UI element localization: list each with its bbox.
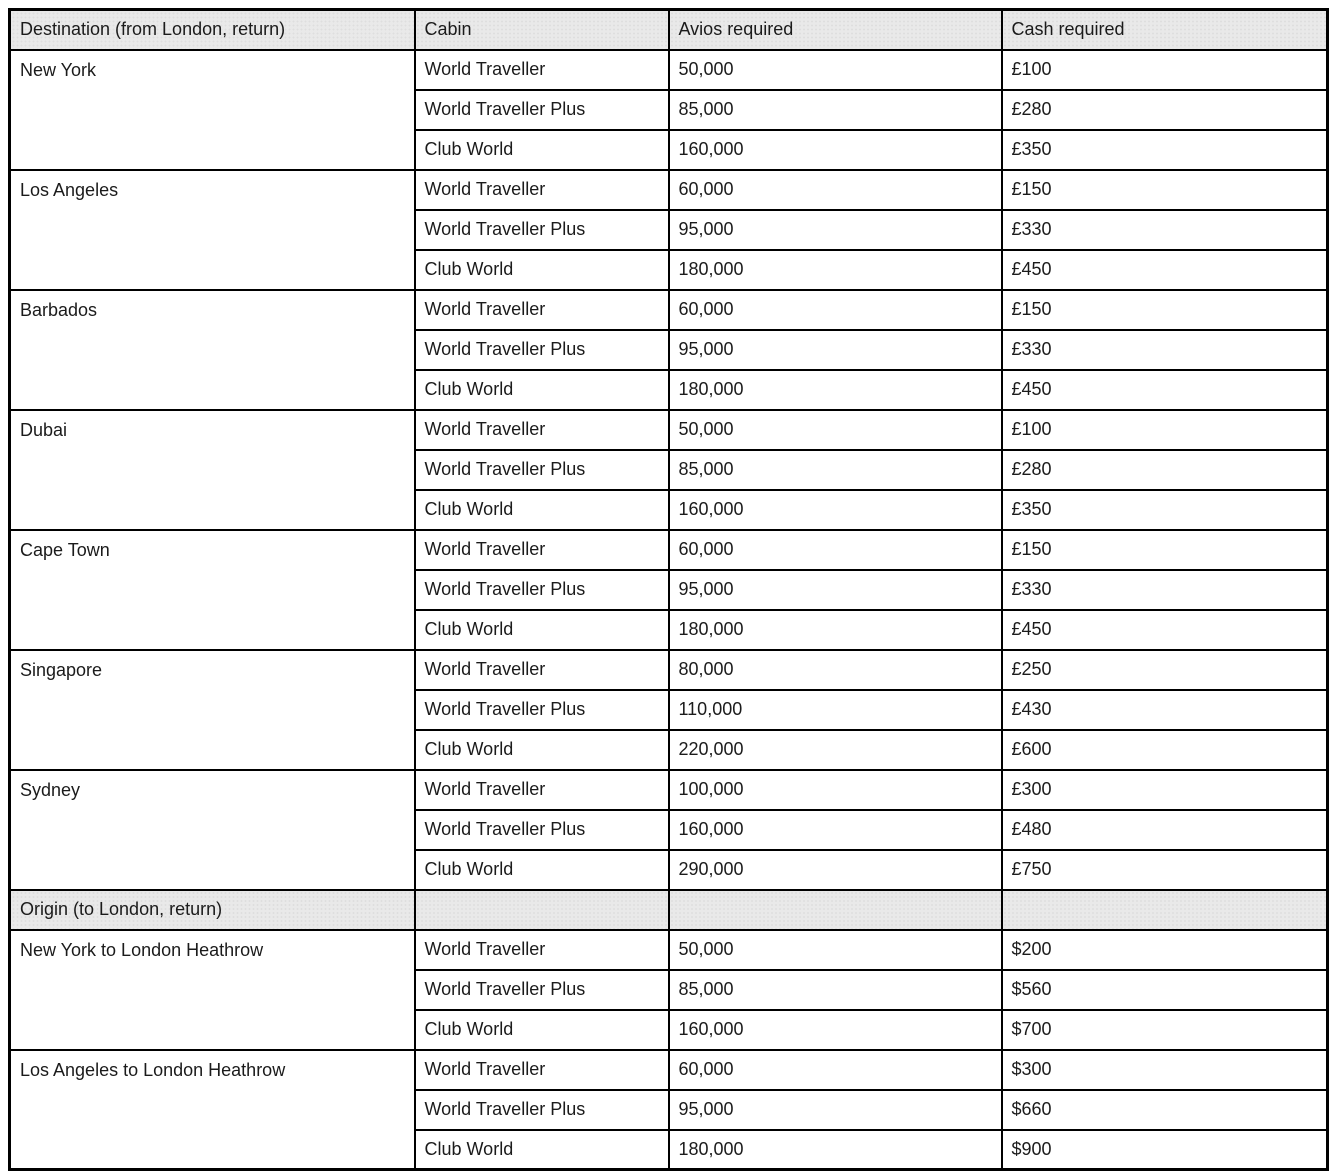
- avios-cell: 50,000: [669, 50, 1002, 90]
- cash-cell: £280: [1002, 450, 1328, 490]
- cash-cell: £450: [1002, 610, 1328, 650]
- cabin-cell: Club World: [415, 130, 669, 170]
- cash-cell: £330: [1002, 330, 1328, 370]
- cash-cell: £600: [1002, 730, 1328, 770]
- cabin-cell: World Traveller: [415, 50, 669, 90]
- table-row: [10, 170, 1328, 210]
- destination-cell: Cape Town: [10, 530, 415, 650]
- avios-cell: 50,000: [669, 410, 1002, 450]
- avios-cell: 110,000: [669, 690, 1002, 730]
- section-empty-cell: [415, 890, 669, 930]
- cabin-cell: World Traveller Plus: [415, 90, 669, 130]
- cabin-cell: World Traveller: [415, 170, 669, 210]
- destination-cell: Singapore: [10, 650, 415, 770]
- avios-cell: 180,000: [669, 610, 1002, 650]
- avios-cell: 85,000: [669, 970, 1002, 1010]
- cabin-cell: World Traveller Plus: [415, 570, 669, 610]
- cabin-cell: World Traveller: [415, 930, 669, 970]
- avios-cell: 160,000: [669, 810, 1002, 850]
- cash-cell: $560: [1002, 970, 1328, 1010]
- header-avios-required: Avios required: [669, 10, 1002, 50]
- cash-cell: £250: [1002, 650, 1328, 690]
- cabin-cell: Club World: [415, 490, 669, 530]
- avios-cell: 85,000: [669, 90, 1002, 130]
- cash-cell: $900: [1002, 1130, 1328, 1170]
- cabin-cell: World Traveller: [415, 1050, 669, 1090]
- cabin-cell: World Traveller Plus: [415, 1090, 669, 1130]
- destination-cell: Barbados: [10, 290, 415, 410]
- avios-cell: 290,000: [669, 850, 1002, 890]
- avios-cell: 95,000: [669, 570, 1002, 610]
- cabin-cell: World Traveller Plus: [415, 970, 669, 1010]
- cash-cell: £280: [1002, 90, 1328, 130]
- avios-cell: 180,000: [669, 1130, 1002, 1170]
- destination-cell: Los Angeles to London Heathrow: [10, 1050, 415, 1170]
- cash-cell: £480: [1002, 810, 1328, 850]
- table-header: [10, 10, 1328, 50]
- cash-cell: £150: [1002, 170, 1328, 210]
- cash-cell: £330: [1002, 570, 1328, 610]
- destination-cell: Dubai: [10, 410, 415, 530]
- table-row: [10, 50, 1328, 90]
- avios-cell: 95,000: [669, 210, 1002, 250]
- destination-cell: Sydney: [10, 770, 415, 890]
- cabin-cell: World Traveller: [415, 290, 669, 330]
- cash-cell: £750: [1002, 850, 1328, 890]
- section-header-row: [10, 890, 1328, 930]
- avios-cell: 60,000: [669, 530, 1002, 570]
- cash-cell: $200: [1002, 930, 1328, 970]
- table-row: [10, 290, 1328, 330]
- cabin-cell: World Traveller Plus: [415, 450, 669, 490]
- cash-cell: $300: [1002, 1050, 1328, 1090]
- header-cash-required: Cash required: [1002, 10, 1328, 50]
- cash-cell: £150: [1002, 530, 1328, 570]
- cabin-cell: World Traveller: [415, 410, 669, 450]
- table-row: [10, 530, 1328, 570]
- table-row: [10, 1050, 1328, 1090]
- cash-cell: £350: [1002, 130, 1328, 170]
- avios-cell: 220,000: [669, 730, 1002, 770]
- avios-cell: 95,000: [669, 330, 1002, 370]
- destination-cell: Los Angeles: [10, 170, 415, 290]
- destination-cell: New York: [10, 50, 415, 170]
- cabin-cell: Club World: [415, 250, 669, 290]
- avios-cell: 95,000: [669, 1090, 1002, 1130]
- table-body: [10, 50, 1328, 1170]
- avios-cell: 85,000: [669, 450, 1002, 490]
- cabin-cell: World Traveller: [415, 650, 669, 690]
- cabin-cell: Club World: [415, 730, 669, 770]
- cash-cell: £450: [1002, 370, 1328, 410]
- avios-cell: 180,000: [669, 370, 1002, 410]
- avios-cell: 160,000: [669, 1010, 1002, 1050]
- avios-cell: 160,000: [669, 130, 1002, 170]
- section-label-cell: Origin (to London, return): [10, 890, 415, 930]
- table-row: [10, 770, 1328, 810]
- cabin-cell: World Traveller Plus: [415, 210, 669, 250]
- section-empty-cell: [669, 890, 1002, 930]
- cabin-cell: World Traveller Plus: [415, 330, 669, 370]
- section-empty-cell: [1002, 890, 1328, 930]
- cash-cell: £100: [1002, 410, 1328, 450]
- cash-cell: £100: [1002, 50, 1328, 90]
- avios-cell: 60,000: [669, 170, 1002, 210]
- cabin-cell: Club World: [415, 370, 669, 410]
- cabin-cell: World Traveller Plus: [415, 810, 669, 850]
- avios-cell: 60,000: [669, 290, 1002, 330]
- cabin-cell: Club World: [415, 1130, 669, 1170]
- table-row: [10, 410, 1328, 450]
- avios-cell: 60,000: [669, 1050, 1002, 1090]
- avios-cell: 160,000: [669, 490, 1002, 530]
- header-row: [10, 10, 1328, 50]
- cabin-cell: World Traveller: [415, 530, 669, 570]
- avios-cell: 80,000: [669, 650, 1002, 690]
- avios-cell: 100,000: [669, 770, 1002, 810]
- cash-cell: £450: [1002, 250, 1328, 290]
- header-cabin: Cabin: [415, 10, 669, 50]
- cabin-cell: Club World: [415, 1010, 669, 1050]
- avios-cell: 180,000: [669, 250, 1002, 290]
- destination-cell: New York to London Heathrow: [10, 930, 415, 1050]
- cabin-cell: World Traveller: [415, 770, 669, 810]
- table-row: [10, 650, 1328, 690]
- cash-cell: £330: [1002, 210, 1328, 250]
- cash-cell: £300: [1002, 770, 1328, 810]
- cash-cell: £150: [1002, 290, 1328, 330]
- cash-cell: £430: [1002, 690, 1328, 730]
- cash-cell: £350: [1002, 490, 1328, 530]
- cabin-cell: World Traveller Plus: [415, 690, 669, 730]
- cash-cell: $700: [1002, 1010, 1328, 1050]
- cabin-cell: Club World: [415, 610, 669, 650]
- cabin-cell: Club World: [415, 850, 669, 890]
- cash-cell: $660: [1002, 1090, 1328, 1130]
- table-row: [10, 930, 1328, 970]
- header-destination: Destination (from London, return): [10, 10, 415, 50]
- avios-cell: 50,000: [669, 930, 1002, 970]
- avios-pricing-table: [8, 8, 1329, 1171]
